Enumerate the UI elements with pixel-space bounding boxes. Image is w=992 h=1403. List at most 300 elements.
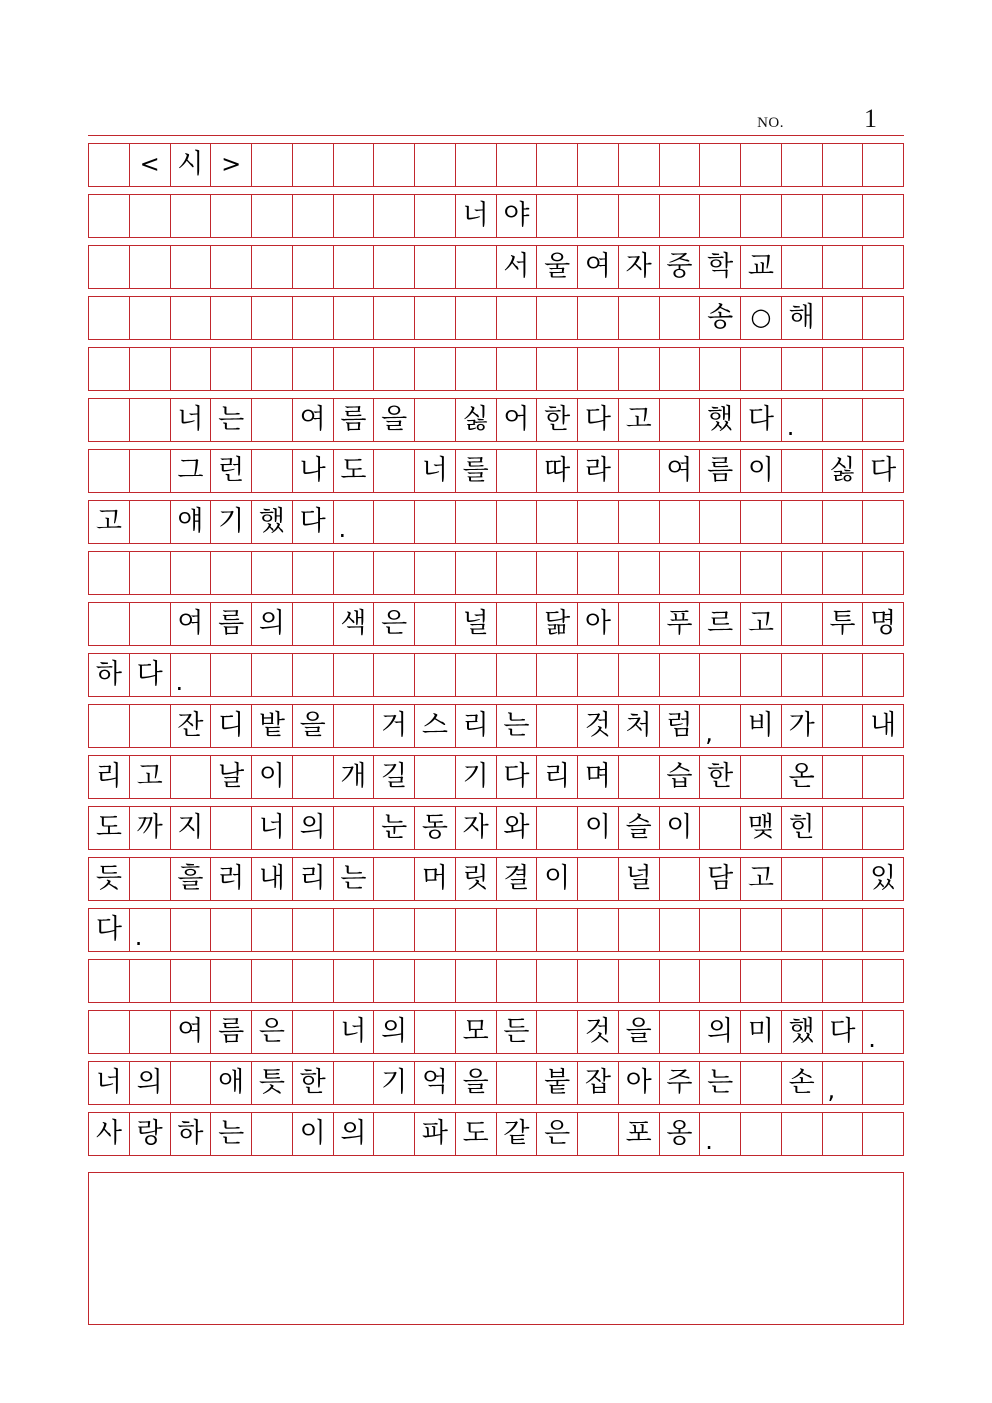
grid-cell[interactable] [211, 960, 252, 1002]
grid-cell[interactable] [130, 195, 171, 237]
grid-cell[interactable] [660, 399, 701, 441]
grid-cell[interactable]: 처 [619, 705, 660, 747]
grid-cell[interactable] [537, 909, 578, 951]
grid-cell[interactable] [252, 195, 293, 237]
grid-cell[interactable] [497, 144, 538, 186]
grid-cell[interactable] [741, 552, 782, 594]
grid-cell[interactable] [741, 1062, 782, 1104]
grid-cell[interactable] [89, 705, 130, 747]
grid-cell[interactable] [211, 348, 252, 390]
grid-cell[interactable]: ○ [741, 297, 782, 339]
grid-cell[interactable]: 하 [171, 1113, 212, 1155]
grid-cell[interactable] [578, 858, 619, 900]
grid-cell[interactable] [578, 960, 619, 1002]
grid-cell[interactable] [334, 654, 375, 696]
grid-cell[interactable]: 한 [700, 756, 741, 798]
grid-cell[interactable] [130, 1011, 171, 1053]
grid-cell[interactable] [293, 552, 334, 594]
grid-cell[interactable] [211, 552, 252, 594]
grid-cell[interactable] [130, 450, 171, 492]
grid-cell[interactable] [374, 654, 415, 696]
grid-cell[interactable] [293, 654, 334, 696]
grid-cell[interactable] [782, 858, 823, 900]
grid-cell[interactable]: 고 [130, 756, 171, 798]
grid-cell[interactable] [252, 144, 293, 186]
grid-cell[interactable]: . [863, 1011, 904, 1053]
grid-cell[interactable] [252, 348, 293, 390]
grid-cell[interactable] [171, 297, 212, 339]
grid-cell[interactable] [741, 909, 782, 951]
grid-cell[interactable] [578, 348, 619, 390]
grid-cell[interactable]: 름 [334, 399, 375, 441]
grid-cell[interactable] [374, 144, 415, 186]
grid-cell[interactable]: 했 [782, 1011, 823, 1053]
grid-cell[interactable] [782, 1113, 823, 1155]
grid-cell[interactable] [497, 960, 538, 1002]
grid-cell[interactable] [863, 756, 904, 798]
grid-cell[interactable] [89, 246, 130, 288]
grid-cell[interactable]: 널 [619, 858, 660, 900]
grid-cell[interactable] [89, 450, 130, 492]
grid-cell[interactable]: < [130, 144, 171, 186]
grid-cell[interactable]: 잔 [171, 705, 212, 747]
grid-cell[interactable] [293, 246, 334, 288]
grid-cell[interactable] [863, 960, 904, 1002]
grid-cell[interactable]: 기 [456, 756, 497, 798]
grid-cell[interactable] [823, 909, 864, 951]
grid-cell[interactable] [252, 552, 293, 594]
grid-cell[interactable]: 름 [211, 603, 252, 645]
grid-cell[interactable] [619, 654, 660, 696]
grid-cell[interactable]: 해 [782, 297, 823, 339]
grid-cell[interactable]: 너 [415, 450, 456, 492]
grid-cell[interactable] [700, 909, 741, 951]
grid-cell[interactable]: 다 [741, 399, 782, 441]
grid-cell[interactable]: 을 [374, 399, 415, 441]
grid-cell[interactable] [334, 960, 375, 1002]
grid-cell[interactable]: 의 [334, 1113, 375, 1155]
grid-cell[interactable]: 슬 [619, 807, 660, 849]
grid-cell[interactable] [89, 297, 130, 339]
grid-cell[interactable] [89, 603, 130, 645]
grid-cell[interactable]: 다 [823, 1011, 864, 1053]
grid-cell[interactable] [497, 501, 538, 543]
grid-cell[interactable] [578, 909, 619, 951]
grid-cell[interactable]: 중 [660, 246, 701, 288]
grid-cell[interactable] [334, 552, 375, 594]
grid-cell[interactable]: 를 [456, 450, 497, 492]
grid-cell[interactable] [456, 654, 497, 696]
grid-cell[interactable]: 모 [456, 1011, 497, 1053]
grid-cell[interactable] [823, 756, 864, 798]
grid-cell[interactable]: 자 [456, 807, 497, 849]
grid-cell[interactable] [823, 144, 864, 186]
grid-cell[interactable]: 눈 [374, 807, 415, 849]
grid-cell[interactable]: . [782, 399, 823, 441]
grid-cell[interactable] [252, 1113, 293, 1155]
grid-cell[interactable] [578, 297, 619, 339]
grid-cell[interactable] [415, 246, 456, 288]
grid-cell[interactable] [293, 1011, 334, 1053]
grid-cell[interactable] [171, 552, 212, 594]
grid-cell[interactable] [660, 501, 701, 543]
grid-cell[interactable] [293, 297, 334, 339]
grid-cell[interactable]: 담 [700, 858, 741, 900]
grid-cell[interactable] [863, 195, 904, 237]
grid-cell[interactable]: 송 [700, 297, 741, 339]
grid-cell[interactable] [863, 348, 904, 390]
grid-cell[interactable] [660, 1011, 701, 1053]
grid-cell[interactable]: 비 [741, 705, 782, 747]
grid-cell[interactable]: 고 [619, 399, 660, 441]
grid-cell[interactable]: 여 [171, 1011, 212, 1053]
grid-cell[interactable] [374, 195, 415, 237]
grid-cell[interactable] [415, 1011, 456, 1053]
grid-cell[interactable] [211, 195, 252, 237]
grid-cell[interactable] [823, 705, 864, 747]
grid-cell[interactable] [823, 654, 864, 696]
grid-cell[interactable] [619, 756, 660, 798]
grid-cell[interactable]: 붙 [537, 1062, 578, 1104]
grid-cell[interactable] [89, 195, 130, 237]
grid-cell[interactable]: 여 [660, 450, 701, 492]
grid-cell[interactable] [823, 195, 864, 237]
grid-cell[interactable] [415, 501, 456, 543]
grid-cell[interactable] [537, 552, 578, 594]
grid-cell[interactable] [415, 909, 456, 951]
grid-cell[interactable] [863, 501, 904, 543]
grid-cell[interactable] [660, 909, 701, 951]
grid-cell[interactable] [660, 654, 701, 696]
grid-cell[interactable] [863, 1113, 904, 1155]
grid-cell[interactable] [741, 195, 782, 237]
grid-cell[interactable] [334, 348, 375, 390]
grid-cell[interactable]: 을 [456, 1062, 497, 1104]
grid-cell[interactable]: 투 [823, 603, 864, 645]
grid-cell[interactable] [660, 144, 701, 186]
grid-cell[interactable]: 주 [660, 1062, 701, 1104]
grid-cell[interactable] [619, 348, 660, 390]
grid-cell[interactable] [619, 603, 660, 645]
grid-cell[interactable] [863, 909, 904, 951]
grid-cell[interactable] [782, 144, 823, 186]
grid-cell[interactable]: 와 [497, 807, 538, 849]
grid-cell[interactable] [741, 654, 782, 696]
grid-cell[interactable] [293, 909, 334, 951]
grid-cell[interactable]: 런 [211, 450, 252, 492]
grid-cell[interactable] [456, 501, 497, 543]
grid-cell[interactable] [823, 246, 864, 288]
grid-cell[interactable] [130, 552, 171, 594]
grid-cell[interactable]: 리 [293, 858, 334, 900]
grid-cell[interactable] [660, 858, 701, 900]
grid-cell[interactable] [700, 654, 741, 696]
grid-cell[interactable] [619, 909, 660, 951]
grid-cell[interactable]: 의 [700, 1011, 741, 1053]
grid-cell[interactable] [293, 603, 334, 645]
grid-cell[interactable]: 름 [211, 1011, 252, 1053]
grid-cell[interactable] [660, 297, 701, 339]
grid-cell[interactable] [130, 348, 171, 390]
grid-cell[interactable] [130, 399, 171, 441]
grid-cell[interactable] [863, 297, 904, 339]
grid-cell[interactable]: 어 [497, 399, 538, 441]
grid-cell[interactable]: 얘 [171, 501, 212, 543]
grid-cell[interactable] [823, 399, 864, 441]
grid-cell[interactable]: 고 [741, 858, 782, 900]
grid-cell[interactable] [863, 144, 904, 186]
grid-cell[interactable]: 리 [89, 756, 130, 798]
grid-cell[interactable] [782, 960, 823, 1002]
grid-cell[interactable] [700, 960, 741, 1002]
grid-cell[interactable] [578, 501, 619, 543]
grid-cell[interactable] [782, 501, 823, 543]
grid-cell[interactable]: 푸 [660, 603, 701, 645]
grid-cell[interactable]: 내 [863, 705, 904, 747]
grid-cell[interactable] [741, 1113, 782, 1155]
grid-cell[interactable]: 나 [293, 450, 334, 492]
grid-cell[interactable]: 다 [578, 399, 619, 441]
grid-cell[interactable]: 고 [89, 501, 130, 543]
grid-cell[interactable]: 색 [334, 603, 375, 645]
grid-cell[interactable]: 의 [293, 807, 334, 849]
grid-cell[interactable] [578, 1113, 619, 1155]
grid-cell[interactable]: 밭 [252, 705, 293, 747]
grid-cell[interactable]: 싫 [823, 450, 864, 492]
grid-cell[interactable] [863, 654, 904, 696]
grid-cell[interactable]: 이 [252, 756, 293, 798]
grid-cell[interactable]: 이 [578, 807, 619, 849]
grid-cell[interactable]: 것 [578, 1011, 619, 1053]
grid-cell[interactable]: 개 [334, 756, 375, 798]
grid-cell[interactable]: 가 [782, 705, 823, 747]
grid-cell[interactable] [415, 756, 456, 798]
grid-cell[interactable] [89, 399, 130, 441]
grid-cell[interactable] [374, 501, 415, 543]
grid-cell[interactable] [782, 603, 823, 645]
grid-cell[interactable] [211, 297, 252, 339]
grid-cell[interactable]: 널 [456, 603, 497, 645]
grid-cell[interactable] [171, 756, 212, 798]
grid-cell[interactable] [130, 960, 171, 1002]
grid-cell[interactable]: 있 [863, 858, 904, 900]
grid-cell[interactable]: 하 [89, 654, 130, 696]
grid-cell[interactable] [415, 603, 456, 645]
grid-cell[interactable] [497, 297, 538, 339]
grid-cell[interactable]: 르 [700, 603, 741, 645]
grid-cell[interactable] [130, 603, 171, 645]
grid-cell[interactable] [374, 909, 415, 951]
grid-cell[interactable] [741, 501, 782, 543]
grid-cell[interactable] [130, 501, 171, 543]
grid-cell[interactable] [334, 705, 375, 747]
grid-cell[interactable]: 은 [537, 1113, 578, 1155]
grid-cell[interactable] [578, 195, 619, 237]
grid-cell[interactable] [456, 909, 497, 951]
grid-cell[interactable] [823, 501, 864, 543]
grid-cell[interactable] [619, 144, 660, 186]
grid-cell[interactable] [537, 654, 578, 696]
grid-cell[interactable] [374, 246, 415, 288]
grid-cell[interactable] [619, 501, 660, 543]
grid-cell[interactable]: 너 [334, 1011, 375, 1053]
grid-cell[interactable] [211, 909, 252, 951]
grid-cell[interactable]: 포 [619, 1113, 660, 1155]
grid-cell[interactable] [171, 195, 212, 237]
grid-cell[interactable] [334, 144, 375, 186]
grid-cell[interactable] [537, 807, 578, 849]
grid-cell[interactable]: 명 [863, 603, 904, 645]
grid-cell[interactable] [537, 348, 578, 390]
grid-cell[interactable] [823, 1113, 864, 1155]
grid-cell[interactable]: 이 [537, 858, 578, 900]
grid-cell[interactable] [782, 654, 823, 696]
grid-cell[interactable]: 는 [700, 1062, 741, 1104]
grid-cell[interactable] [293, 756, 334, 798]
grid-cell[interactable]: 다 [89, 909, 130, 951]
grid-cell[interactable] [374, 297, 415, 339]
grid-cell[interactable] [782, 909, 823, 951]
grid-cell[interactable]: 며 [578, 756, 619, 798]
grid-cell[interactable]: 동 [415, 807, 456, 849]
grid-cell[interactable]: 학 [700, 246, 741, 288]
grid-cell[interactable] [89, 960, 130, 1002]
grid-cell[interactable] [660, 960, 701, 1002]
grid-cell[interactable] [415, 960, 456, 1002]
grid-cell[interactable]: , [700, 705, 741, 747]
grid-cell[interactable] [619, 960, 660, 1002]
grid-cell[interactable] [171, 246, 212, 288]
grid-cell[interactable]: 울 [537, 246, 578, 288]
grid-cell[interactable]: 너 [456, 195, 497, 237]
grid-cell[interactable]: 힌 [782, 807, 823, 849]
grid-cell[interactable] [497, 552, 538, 594]
grid-cell[interactable]: 이 [293, 1113, 334, 1155]
grid-cell[interactable] [537, 705, 578, 747]
grid-cell[interactable]: . [130, 909, 171, 951]
grid-cell[interactable] [782, 246, 823, 288]
grid-cell[interactable] [374, 552, 415, 594]
grid-cell[interactable] [293, 144, 334, 186]
grid-cell[interactable]: 디 [211, 705, 252, 747]
grid-cell[interactable]: 잡 [578, 1062, 619, 1104]
grid-cell[interactable]: 여 [171, 603, 212, 645]
grid-cell[interactable] [415, 144, 456, 186]
grid-cell[interactable]: 다 [130, 654, 171, 696]
grid-cell[interactable]: 너 [89, 1062, 130, 1104]
grid-cell[interactable]: 머 [415, 858, 456, 900]
grid-cell[interactable]: 의 [130, 1062, 171, 1104]
grid-cell[interactable] [89, 1011, 130, 1053]
grid-cell[interactable] [89, 348, 130, 390]
grid-cell[interactable] [497, 450, 538, 492]
grid-cell[interactable] [211, 654, 252, 696]
grid-cell[interactable] [415, 348, 456, 390]
grid-cell[interactable] [211, 246, 252, 288]
grid-cell[interactable]: 리 [456, 705, 497, 747]
grid-cell[interactable]: 도 [334, 450, 375, 492]
grid-cell[interactable] [89, 144, 130, 186]
grid-cell[interactable]: 기 [374, 1062, 415, 1104]
grid-cell[interactable]: 는 [497, 705, 538, 747]
grid-cell[interactable]: 여 [293, 399, 334, 441]
grid-cell[interactable] [334, 1062, 375, 1104]
grid-cell[interactable]: 서 [497, 246, 538, 288]
grid-cell[interactable]: 든 [497, 1011, 538, 1053]
grid-cell[interactable]: 까 [130, 807, 171, 849]
grid-cell[interactable] [456, 552, 497, 594]
grid-cell[interactable] [334, 297, 375, 339]
grid-cell[interactable]: 애 [211, 1062, 252, 1104]
grid-cell[interactable] [578, 552, 619, 594]
grid-cell[interactable]: 맺 [741, 807, 782, 849]
grid-cell[interactable] [823, 348, 864, 390]
grid-cell[interactable] [700, 552, 741, 594]
grid-cell[interactable]: 파 [415, 1113, 456, 1155]
grid-cell[interactable] [456, 144, 497, 186]
grid-cell[interactable]: 의 [252, 603, 293, 645]
grid-cell[interactable] [374, 960, 415, 1002]
grid-cell[interactable] [89, 552, 130, 594]
grid-cell[interactable]: 다 [863, 450, 904, 492]
grid-cell[interactable]: . [334, 501, 375, 543]
grid-cell[interactable]: 억 [415, 1062, 456, 1104]
grid-cell[interactable]: 기 [211, 501, 252, 543]
grid-cell[interactable]: 의 [374, 1011, 415, 1053]
grid-cell[interactable]: 야 [497, 195, 538, 237]
grid-cell[interactable] [497, 1062, 538, 1104]
grid-cell[interactable] [619, 450, 660, 492]
grid-cell[interactable] [293, 195, 334, 237]
grid-cell[interactable] [823, 552, 864, 594]
grid-cell[interactable] [130, 705, 171, 747]
grid-cell[interactable] [782, 552, 823, 594]
grid-cell[interactable]: 습 [660, 756, 701, 798]
grid-cell[interactable]: 을 [293, 705, 334, 747]
grid-cell[interactable] [171, 1062, 212, 1104]
grid-cell[interactable]: 러 [211, 858, 252, 900]
grid-cell[interactable]: 같 [497, 1113, 538, 1155]
grid-cell[interactable] [619, 195, 660, 237]
grid-cell[interactable] [700, 348, 741, 390]
grid-cell[interactable]: 다 [497, 756, 538, 798]
grid-cell[interactable]: 리 [537, 756, 578, 798]
grid-cell[interactable]: 스 [415, 705, 456, 747]
grid-cell[interactable]: 자 [619, 246, 660, 288]
grid-cell[interactable] [374, 1113, 415, 1155]
grid-cell[interactable] [537, 1011, 578, 1053]
grid-cell[interactable] [415, 399, 456, 441]
grid-cell[interactable] [456, 297, 497, 339]
grid-cell[interactable]: 흘 [171, 858, 212, 900]
grid-cell[interactable] [415, 297, 456, 339]
grid-cell[interactable]: 옹 [660, 1113, 701, 1155]
grid-cell[interactable] [334, 195, 375, 237]
grid-cell[interactable]: 듯 [89, 858, 130, 900]
grid-cell[interactable]: 은 [252, 1011, 293, 1053]
grid-cell[interactable]: 날 [211, 756, 252, 798]
grid-cell[interactable]: 랑 [130, 1113, 171, 1155]
grid-cell[interactable] [252, 450, 293, 492]
grid-cell[interactable]: 너 [252, 807, 293, 849]
grid-cell[interactable]: 손 [782, 1062, 823, 1104]
grid-cell[interactable] [293, 348, 334, 390]
grid-cell[interactable]: 따 [537, 450, 578, 492]
grid-cell[interactable] [374, 348, 415, 390]
grid-cell[interactable] [537, 297, 578, 339]
grid-cell[interactable] [293, 960, 334, 1002]
grid-cell[interactable] [863, 552, 904, 594]
